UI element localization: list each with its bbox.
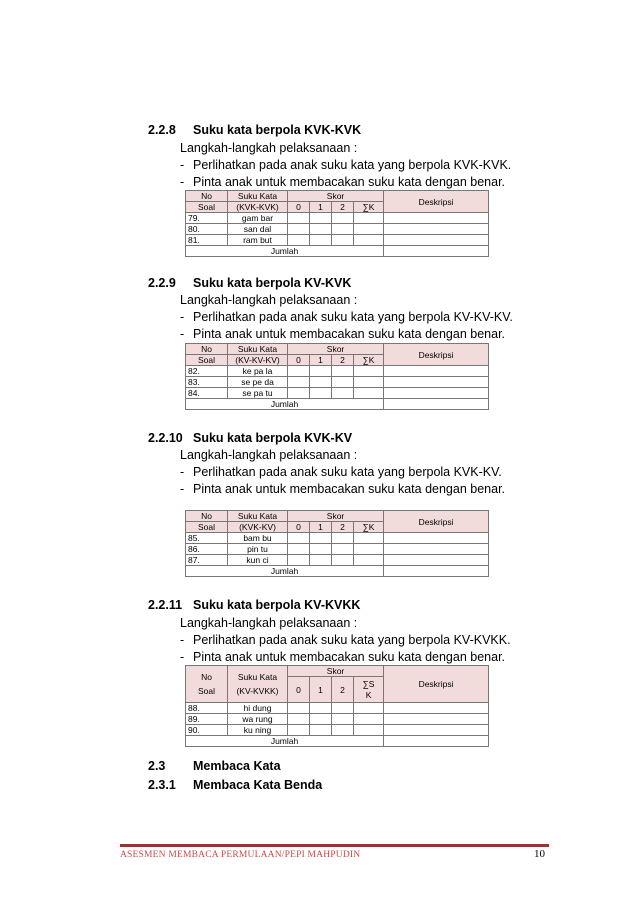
header-k: K xyxy=(365,689,372,700)
header-suku-kata: Suku Kata xyxy=(228,191,288,202)
row-word: san dal xyxy=(228,224,288,235)
table-row xyxy=(186,703,489,714)
table-row xyxy=(186,714,489,725)
instruction-2: Pinta anak untuk membacakan suku kata dengan benar. xyxy=(193,482,506,496)
row-no: 88. xyxy=(186,703,228,714)
header-sum-s: ∑S xyxy=(362,678,375,689)
header-soal: Soal xyxy=(186,522,228,533)
header-score-2: 2 xyxy=(332,677,354,703)
row-no: 80. xyxy=(186,224,228,235)
header-sum-k: ∑K xyxy=(354,202,384,213)
instruction-1: Perlihatkan pada anak suku kata yang berpola KVK-KVK. xyxy=(193,158,512,172)
header-no: No xyxy=(186,511,228,522)
score-table xyxy=(185,343,489,410)
row-no: 89. xyxy=(186,714,228,725)
table-total-row xyxy=(186,736,489,747)
header-suku-kata: Suku Kata xyxy=(228,344,288,355)
table-row xyxy=(186,725,489,736)
steps-label: Langkah-langkah pelaksanaan : xyxy=(180,448,358,462)
section-title: Suku kata berpola KVK-KVK xyxy=(193,123,362,137)
jumlah-label: Jumlah xyxy=(186,246,384,257)
header-deskripsi: Deskripsi xyxy=(384,191,489,213)
dash: - xyxy=(180,650,185,664)
row-no: 86. xyxy=(186,544,228,555)
table-row xyxy=(186,235,489,246)
instruction-1: Perlihatkan pada anak suku kata yang berpola KVK-KV. xyxy=(193,465,502,479)
instruction-1: Perlihatkan pada anak suku kata yang berpola KV-KV-KV. xyxy=(193,310,513,324)
table-total-row xyxy=(186,566,489,577)
row-word: ke pa la xyxy=(228,366,288,377)
header-pattern: (KV-KV-KV) xyxy=(228,355,288,366)
table-row xyxy=(186,533,489,544)
row-no: 79. xyxy=(186,213,228,224)
header-suku-kata-cell xyxy=(228,666,288,703)
section-title: Suku kata berpola KVK-KV xyxy=(193,431,353,445)
row-no: 87. xyxy=(186,555,228,566)
header-skor: Skor xyxy=(288,191,384,202)
score-table xyxy=(185,510,489,577)
instruction-2: Pinta anak untuk membacakan suku kata dengan benar. xyxy=(193,175,506,189)
instruction-1: Perlihatkan pada anak suku kata yang berpola KV-KVKK. xyxy=(193,633,511,647)
section-title: Suku kata berpola KV-KVKK xyxy=(193,598,361,612)
dash: - xyxy=(180,465,185,479)
row-word: pin tu xyxy=(228,544,288,555)
header-skor: Skor xyxy=(288,666,384,677)
jumlah-label: Jumlah xyxy=(186,736,384,747)
page-number: 10 xyxy=(534,848,545,860)
section-number: 2.2.8 xyxy=(148,123,176,137)
row-no: 82. xyxy=(186,366,228,377)
dash: - xyxy=(180,482,185,496)
header-deskripsi: Deskripsi xyxy=(384,511,489,533)
heading-number: 2.3.1 xyxy=(148,778,176,792)
dash: - xyxy=(180,175,185,189)
header-soal: Soal xyxy=(186,355,228,366)
table-row xyxy=(186,366,489,377)
table-row xyxy=(186,213,489,224)
steps-label: Langkah-langkah pelaksanaan : xyxy=(180,293,358,307)
dash: - xyxy=(180,633,185,647)
jumlah-label: Jumlah xyxy=(186,399,384,410)
table-row xyxy=(186,224,489,235)
header-sum-k: ∑K xyxy=(354,522,384,533)
header-soal: Soal xyxy=(197,686,215,696)
row-word: se pe da xyxy=(228,377,288,388)
row-no: 90. xyxy=(186,725,228,736)
header-score-1: 1 xyxy=(310,522,332,533)
section-title: Suku kata berpola KV-KVK xyxy=(193,276,352,290)
header-skor: Skor xyxy=(288,344,384,355)
section-number: 2.2.9 xyxy=(148,276,176,290)
section-number: 2.2.10 xyxy=(148,431,183,445)
row-word: bam bu xyxy=(228,533,288,544)
header-score-0: 0 xyxy=(288,522,310,533)
score-table xyxy=(185,665,489,747)
row-word: gam bar xyxy=(228,213,288,224)
table-total-row xyxy=(186,399,489,410)
header-score-1: 1 xyxy=(310,355,332,366)
header-pattern: (KVK-KV) xyxy=(228,522,288,533)
header-score-2: 2 xyxy=(332,202,354,213)
score-table xyxy=(185,190,489,257)
row-no: 83. xyxy=(186,377,228,388)
table-row xyxy=(186,377,489,388)
header-score-1: 1 xyxy=(310,202,332,213)
row-no: 85. xyxy=(186,533,228,544)
header-soal: Soal xyxy=(186,202,228,213)
instruction-2: Pinta anak untuk membacakan suku kata dengan benar. xyxy=(193,650,506,664)
row-word: ram but xyxy=(228,235,288,246)
header-deskripsi: Deskripsi xyxy=(384,666,489,703)
header-pattern: (KV-KVKK) xyxy=(236,686,279,696)
heading-membaca-kata-benda: Membaca Kata Benda xyxy=(193,778,323,792)
header-sum-s-cell xyxy=(354,677,384,703)
steps-label: Langkah-langkah pelaksanaan : xyxy=(180,616,358,630)
heading-number: 2.3 xyxy=(148,759,166,773)
header-skor: Skor xyxy=(288,511,384,522)
header-no-soal xyxy=(186,666,228,703)
row-no: 84. xyxy=(186,388,228,399)
row-word: wa rung xyxy=(228,714,288,725)
row-word: hi dung xyxy=(228,703,288,714)
header-pattern: (KVK-KVK) xyxy=(228,202,288,213)
table-row xyxy=(186,555,489,566)
dash: - xyxy=(180,327,185,341)
header-sum-k: ∑K xyxy=(354,355,384,366)
header-no: No xyxy=(186,344,228,355)
instruction-2: Pinta anak untuk membacakan suku kata dengan benar. xyxy=(193,327,506,341)
steps-label: Langkah-langkah pelaksanaan : xyxy=(180,141,358,155)
heading-membaca-kata: Membaca Kata xyxy=(193,759,281,773)
row-word: se pa tu xyxy=(228,388,288,399)
header-score-2: 2 xyxy=(332,522,354,533)
jumlah-label: Jumlah xyxy=(186,566,384,577)
row-word: ku ning xyxy=(228,725,288,736)
header-suku-kata: Suku Kata xyxy=(228,511,288,522)
header-score-1: 1 xyxy=(310,677,332,703)
header-no: No xyxy=(186,191,228,202)
table-row xyxy=(186,544,489,555)
header-score-0: 0 xyxy=(288,677,310,703)
header-no: No xyxy=(201,672,212,682)
footer-rule xyxy=(120,844,549,847)
dash: - xyxy=(180,310,185,324)
header-score-0: 0 xyxy=(288,202,310,213)
dash: - xyxy=(180,158,185,172)
header-score-0: 0 xyxy=(288,355,310,366)
table-row xyxy=(186,388,489,399)
section-number: 2.2.11 xyxy=(148,598,183,612)
row-no: 81. xyxy=(186,235,228,246)
row-word: kun ci xyxy=(228,555,288,566)
table-total-row xyxy=(186,246,489,257)
header-deskripsi: Deskripsi xyxy=(384,344,489,366)
header-suku-kata: Suku Kata xyxy=(237,672,278,682)
header-score-2: 2 xyxy=(332,355,354,366)
footer-title: ASESMEN MEMBACA PERMULAAN/PEPI MAHPUDIN xyxy=(120,850,361,860)
